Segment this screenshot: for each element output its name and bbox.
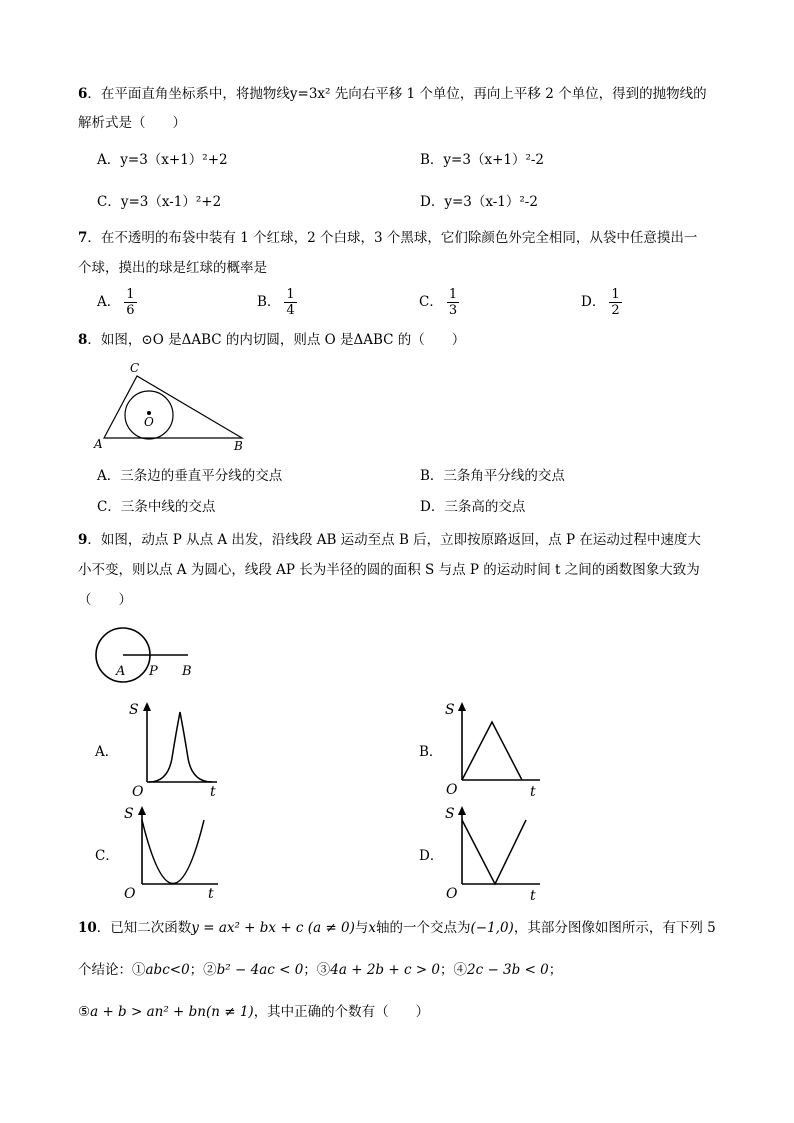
label-c: C bbox=[130, 361, 140, 375]
origin-label: O bbox=[446, 782, 458, 798]
q6-option-b: B．y=3（x+1）²-2 bbox=[420, 152, 545, 168]
fraction: $\frac{1}{2}$ bbox=[611, 287, 620, 318]
graph-a bbox=[120, 698, 225, 800]
fraction: $\frac{1}{3}$ bbox=[448, 287, 458, 318]
intersection-point: (−1,0) bbox=[470, 920, 514, 936]
y-axis-arrow bbox=[458, 806, 466, 815]
q6-number: 6 bbox=[78, 86, 88, 102]
label-p: P bbox=[149, 664, 158, 679]
label-b: B bbox=[182, 664, 192, 679]
conclusion-3-marker: ③ bbox=[316, 962, 331, 978]
conclusion-3: 4a + 2b + c > 0 bbox=[330, 962, 440, 978]
q9-option-a-label: A． bbox=[95, 744, 119, 760]
q8-option-c: C．三条中线的交点 bbox=[97, 499, 216, 515]
label-o: O bbox=[144, 415, 154, 429]
q6-option-a: A．y=3（x+1）²+2 bbox=[97, 152, 228, 168]
graph-c bbox=[120, 802, 225, 904]
origin-label: O bbox=[124, 886, 136, 902]
q8-option-b: B．三条角平分线的交点 bbox=[420, 468, 565, 484]
y-axis-arrow bbox=[458, 702, 466, 711]
label-a: A bbox=[94, 437, 103, 451]
axis-x-label: t bbox=[208, 886, 214, 902]
axis-x-label: t bbox=[530, 888, 536, 904]
conclusion-4-marker: ④ bbox=[453, 962, 467, 978]
q6-line2: 解析式是（ ） bbox=[78, 115, 186, 131]
q7-line1: 7．在不透明的布袋中装有 1 个红球，2 个白球，3 个黑球，它们除颜色外完全相同，从袋中任意摸出一 bbox=[78, 230, 698, 246]
curve-a bbox=[149, 712, 212, 782]
q8-line1: 8．如图，⊙O 是ΔABC 的内切圆，则点 O 是ΔABC 的（ ） bbox=[78, 332, 466, 348]
q7-option-b: B． $\frac{1}{4}$ bbox=[257, 287, 295, 318]
q7-option-a: A． $\frac{1}{6}$ bbox=[97, 287, 135, 318]
curve-c bbox=[142, 820, 204, 884]
fraction: $\frac{1}{6}$ bbox=[126, 287, 135, 318]
condition: (a ≠ 0) bbox=[307, 920, 355, 936]
q10-line3: ⑤a + b > an² + bn(n ≠ 1)，其中正确的个数有（ ） bbox=[78, 1004, 430, 1020]
moving-point-figure bbox=[94, 625, 204, 685]
conclusion-2-marker: ② bbox=[203, 962, 217, 978]
label-a: A bbox=[116, 664, 126, 679]
q8-option-d: D．三条高的交点 bbox=[420, 499, 526, 515]
incircle-triangle-figure bbox=[90, 358, 250, 453]
q9-option-c-label: C． bbox=[95, 848, 119, 864]
q9-option-d-label: D． bbox=[419, 848, 444, 864]
axis-y-label: S bbox=[445, 702, 455, 718]
conclusion-1: abc<0 bbox=[145, 962, 190, 978]
y-axis-arrow bbox=[143, 702, 151, 711]
origin-label: O bbox=[132, 784, 144, 800]
q8-option-a: A．三条边的垂直平分线的交点 bbox=[97, 468, 283, 484]
q9-option-b-label: B． bbox=[419, 744, 443, 760]
q7-number: 7 bbox=[78, 230, 88, 246]
curve-d bbox=[462, 820, 526, 884]
conclusion-1-marker: ① bbox=[132, 962, 146, 978]
origin-label: O bbox=[446, 886, 458, 902]
q9-number: 9 bbox=[78, 532, 88, 548]
y-axis-arrow bbox=[138, 806, 146, 815]
q10-number: 10 bbox=[78, 920, 97, 936]
q10-line2: 个结论：①abc<0；②b² − 4ac < 0；③4a + 2b + c > 0；④2c − 3b < 0； bbox=[78, 962, 563, 978]
curve-b bbox=[462, 722, 522, 780]
triangle-abc bbox=[104, 376, 242, 438]
function-expression: y = ax² + bx + c bbox=[191, 920, 304, 936]
fraction: $\frac{1}{4}$ bbox=[286, 287, 295, 318]
graph-b bbox=[442, 698, 547, 800]
axis-x-label: t bbox=[530, 784, 536, 800]
q7-line2: 个球，摸出的球是红球的概率是 bbox=[78, 260, 267, 276]
axis-y-label: S bbox=[445, 806, 455, 822]
q6-option-d: D．y=3（x-1）²-2 bbox=[420, 194, 538, 210]
q7-option-d: D． $\frac{1}{2}$ bbox=[581, 287, 620, 318]
q10-line1: 10．已知二次函数y = ax² + bx + c (a ≠ 0)与x轴的一个交点为(−1,0)，其部分图像如图所示，有下列 5 bbox=[78, 920, 716, 936]
q6-line1: 6．在平面直角坐标系中，将抛物线y=3x² 先向右平移 1 个单位，再向上平移 2 个单位，得到的抛物线的 bbox=[78, 86, 707, 102]
conclusion-5-marker: ⑤ bbox=[78, 1004, 91, 1020]
q9-line1: 9．如图，动点 P 从点 A 出发，沿线段 AB 运动至点 B 后，立即按原路返回，点 P 在运动过程中速度大 bbox=[78, 532, 701, 548]
conclusion-4: 2c − 3b < 0 bbox=[467, 962, 549, 978]
conclusion-5: a + b > an² + bn(n ≠ 1) bbox=[90, 1004, 254, 1020]
q8-number: 8 bbox=[78, 332, 88, 348]
conclusion-2: b² − 4ac < 0 bbox=[216, 962, 304, 978]
axis-x-label: t bbox=[210, 784, 216, 800]
q9-line3: （ ） bbox=[78, 592, 132, 608]
q6-option-c: C．y=3（x-1）²+2 bbox=[97, 194, 222, 210]
q7-option-c: C． $\frac{1}{3}$ bbox=[419, 287, 458, 318]
axis-y-label: S bbox=[129, 702, 139, 718]
label-b: B bbox=[234, 439, 243, 453]
axis-y-label: S bbox=[124, 806, 134, 822]
graph-d bbox=[442, 802, 547, 904]
q9-line2: 小不变，则以点 A 为圆心，线段 AP 长为半径的圆的面积 S 与点 P 的运动时间 t 之间的函数图象大致为 bbox=[78, 562, 700, 578]
